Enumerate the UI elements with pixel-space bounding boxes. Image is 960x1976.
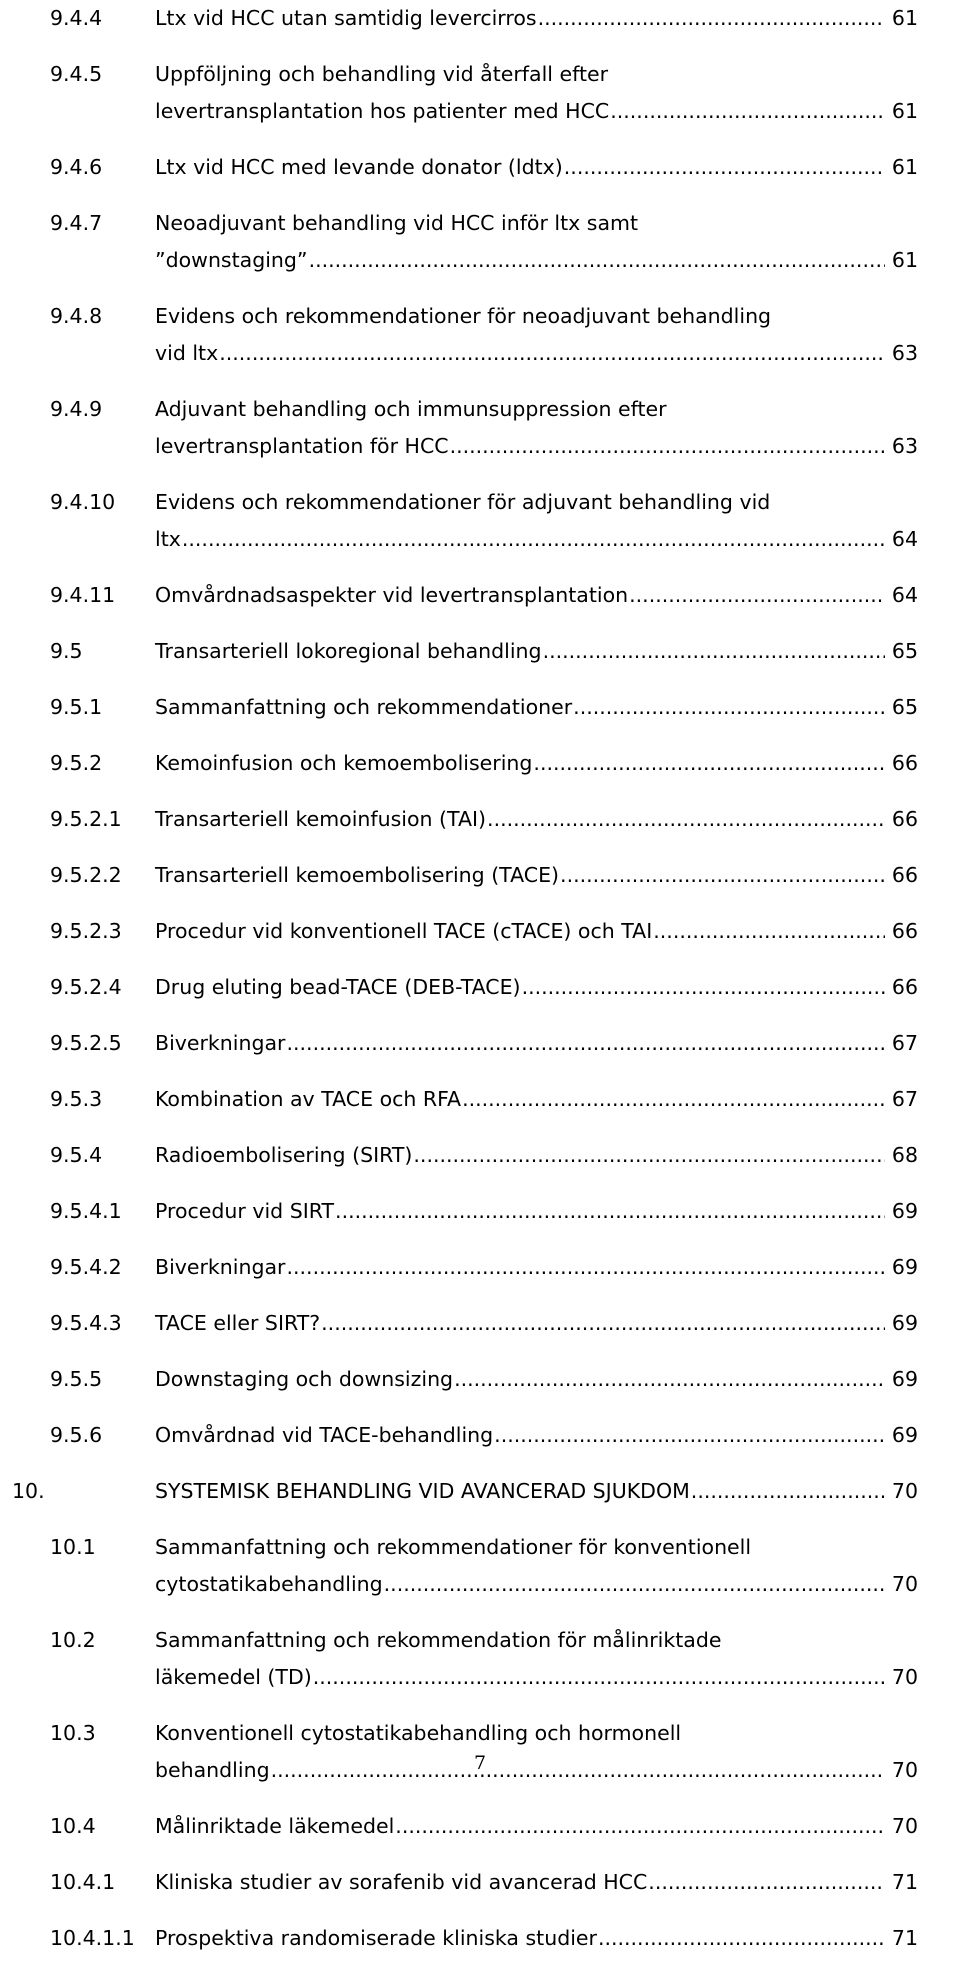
toc-entry-page: 63: [891, 434, 918, 458]
toc-entry-title-line: Sammanfattning och rekommendationer för konventionell: [155, 1535, 752, 1559]
toc-entry-title-line: Omvårdnad vid TACE-behandling: [155, 1423, 494, 1447]
toc-entry-title-line: Målinriktade läkemedel: [155, 1814, 395, 1838]
toc-entry-title-line: Prospektiva randomiserade kliniska studier: [155, 1926, 597, 1950]
toc-entry-title-line: Biverkningar: [155, 1255, 286, 1279]
toc-entry[interactable]: [12, 745, 918, 782]
toc-entry-page: 69: [891, 1423, 918, 1447]
toc-entry[interactable]: [12, 205, 918, 279]
toc-entry-number: 9.5.4: [50, 1143, 103, 1167]
page-number: 7: [473, 1752, 487, 1774]
toc-dot-leader: [219, 335, 885, 372]
toc-entry[interactable]: [12, 969, 918, 1006]
toc-entry-title: [155, 1025, 918, 1062]
toc-entry-title: [155, 1622, 918, 1696]
toc-entry[interactable]: [12, 801, 918, 838]
toc-entry[interactable]: [12, 0, 918, 37]
toc-entry-number: 9.5.2.4: [50, 975, 122, 999]
toc-dot-leader: [560, 857, 885, 894]
toc-entry-number: 9.4.8: [50, 304, 103, 328]
toc-entry-title: [155, 0, 918, 37]
toc-entry-title-line: Transarteriell kemoembolisering (TACE): [155, 863, 560, 887]
toc-entry[interactable]: [12, 56, 918, 130]
toc-entry-number: 9.5.2.1: [50, 807, 122, 831]
toc-entry-number: 10.: [12, 1479, 45, 1503]
toc-entry-title-line: Evidens och rekommendationer för adjuvant behandling vid: [155, 490, 771, 514]
toc-entry[interactable]: [12, 1473, 918, 1510]
toc-entry-title: [155, 1137, 918, 1174]
toc-entry[interactable]: [12, 298, 918, 372]
toc-dot-leader: [309, 242, 885, 279]
toc-entry[interactable]: [12, 1361, 918, 1398]
toc-entry-number: 9.5.4.3: [50, 1311, 122, 1335]
toc-entry-title-line: SYSTEMISK BEHANDLING VID AVANCERAD SJUKDOM: [155, 1479, 690, 1503]
toc-entry-title-line: TACE eller SIRT?: [155, 1311, 321, 1335]
toc-entry-title-line: Ltx vid HCC utan samtidig levercirros: [155, 6, 537, 30]
toc-entry-number: 10.1: [50, 1535, 96, 1559]
toc-entry-title: [155, 1361, 918, 1398]
toc-entry-page: 71: [891, 1870, 918, 1894]
toc-dot-leader: [287, 1249, 886, 1286]
toc-dot-leader: [462, 1081, 885, 1118]
toc-entry-title: [155, 1305, 918, 1342]
toc-entry-title: [155, 1529, 918, 1603]
toc-entry[interactable]: [12, 1417, 918, 1454]
toc-entry-title: [155, 689, 918, 726]
toc-entry-number: 9.4.11: [50, 583, 116, 607]
toc-entry-title-line: Procedur vid konventionell TACE (cTACE) och TAI: [155, 919, 653, 943]
toc-entry-page: 69: [891, 1311, 918, 1335]
toc-dot-leader: [454, 1361, 885, 1398]
toc-entry-page: 70: [891, 1572, 918, 1596]
toc-dot-leader: [653, 913, 885, 950]
toc-entry[interactable]: [12, 1529, 918, 1603]
toc-entry[interactable]: [12, 1025, 918, 1062]
toc-entry[interactable]: [12, 391, 918, 465]
toc-entry-page: 71: [891, 1926, 918, 1950]
toc-entry-title: [155, 484, 918, 558]
toc-entry-title-line: Adjuvant behandling och immunsuppression efter: [155, 397, 667, 421]
toc-entry-title-line: Uppföljning och behandling vid återfall efter: [155, 62, 609, 86]
table-of-contents: [12, 0, 918, 1976]
toc-entry-page: 65: [891, 695, 918, 719]
toc-dot-leader: [287, 1025, 886, 1062]
toc-entry-title-line: Kombination av TACE och RFA: [155, 1087, 462, 1111]
toc-entry-page: 65: [891, 639, 918, 663]
toc-entry-title: [155, 56, 918, 130]
toc-entry-number: 9.5.2.3: [50, 919, 122, 943]
toc-entry-page: 70: [891, 1814, 918, 1838]
toc-entry-number: 9.5.2.2: [50, 863, 122, 887]
toc-entry-page: 70: [891, 1758, 918, 1782]
toc-entry-number: 10.4: [50, 1814, 96, 1838]
toc-entry-page: 68: [891, 1143, 918, 1167]
toc-entry-title: [155, 205, 918, 279]
toc-entry-title-line: Radioembolisering (SIRT): [155, 1143, 413, 1167]
toc-entry-title: [155, 969, 918, 1006]
toc-entry-title: [155, 1193, 918, 1230]
toc-entry-title-line: Kemoinfusion och kemoembolisering: [155, 751, 533, 775]
toc-entry-title-line: Konventionell cytostatikabehandling och hormonell: [155, 1721, 682, 1745]
toc-dot-leader: [450, 428, 885, 465]
toc-entry-title: [155, 633, 918, 670]
toc-entry-title: [155, 1249, 918, 1286]
toc-entry-number: 9.5.4.2: [50, 1255, 122, 1279]
toc-dot-leader: [564, 149, 885, 186]
toc-entry-title-line: Ltx vid HCC med levande donator (ldtx): [155, 155, 563, 179]
toc-entry-title: [155, 1808, 918, 1845]
toc-entry-title-line: Transarteriell lokoregional behandling: [155, 639, 542, 663]
toc-entry-title-line: vid ltx: [155, 341, 219, 365]
toc-entry-number: 9.4.10: [50, 490, 116, 514]
toc-entry[interactable]: [12, 1193, 918, 1230]
toc-entry-number: 9.4.9: [50, 397, 103, 421]
toc-entry[interactable]: [12, 1864, 918, 1901]
toc-entry-page: 70: [891, 1479, 918, 1503]
toc-entry-number: 9.4.6: [50, 155, 103, 179]
toc-dot-leader: [335, 1193, 885, 1230]
toc-entry-title: [155, 391, 918, 465]
toc-entry-title-line: ”downstaging”: [155, 248, 308, 272]
toc-entry-page: 69: [891, 1199, 918, 1223]
toc-dot-leader: [182, 521, 885, 558]
toc-dot-leader: [494, 1417, 885, 1454]
toc-entry-number: 10.2: [50, 1628, 96, 1652]
toc-entry[interactable]: [12, 857, 918, 894]
toc-entry-page: 67: [891, 1031, 918, 1055]
toc-entry-page: 66: [891, 863, 918, 887]
toc-entry[interactable]: [12, 1249, 918, 1286]
toc-entry[interactable]: [12, 1081, 918, 1118]
toc-entry-title: [155, 1081, 918, 1118]
toc-entry-page: 69: [891, 1367, 918, 1391]
toc-entry[interactable]: [12, 913, 918, 950]
toc-entry-page: 63: [891, 341, 918, 365]
toc-entry-title-line: läkemedel (TD): [155, 1665, 312, 1689]
toc-dot-leader: [384, 1566, 885, 1603]
toc-entry-title-line: levertransplantation hos patienter med HCC: [155, 99, 610, 123]
toc-entry-title: [155, 1920, 918, 1957]
toc-dot-leader: [522, 969, 885, 1006]
toc-entry-title: [155, 801, 918, 838]
toc-entry-title-line: behandling: [155, 1758, 270, 1782]
toc-entry-page: 66: [891, 919, 918, 943]
toc-entry-number: 9.4.4: [50, 6, 103, 30]
toc-dot-leader: [538, 0, 885, 37]
toc-entry-title-line: Kliniska studier av sorafenib vid avancerad HCC: [155, 1870, 648, 1894]
toc-entry-page: 67: [891, 1087, 918, 1111]
toc-entry-page: 69: [891, 1255, 918, 1279]
toc-entry-title-line: levertransplantation för HCC: [155, 434, 449, 458]
toc-entry-title: [155, 1864, 918, 1901]
toc-entry-number: 10.4.1: [50, 1870, 116, 1894]
toc-entry-number: 9.5: [50, 639, 83, 663]
toc-entry-title: [155, 913, 918, 950]
toc-entry-page: 66: [891, 807, 918, 831]
toc-entry-page: 64: [891, 583, 918, 607]
toc-dot-leader: [691, 1473, 885, 1510]
toc-entry-number: 10.4.1.1: [50, 1926, 135, 1950]
toc-entry-title-line: Transarteriell kemoinfusion (TAI): [155, 807, 487, 831]
toc-entry-number: 9.4.5: [50, 62, 103, 86]
toc-entry[interactable]: [12, 1305, 918, 1342]
toc-entry-title-line: Drug eluting bead-TACE (DEB-TACE): [155, 975, 521, 999]
toc-entry-title: [155, 857, 918, 894]
toc-entry-number: 9.5.3: [50, 1087, 103, 1111]
toc-dot-leader: [487, 801, 885, 838]
toc-entry-number: 9.5.4.1: [50, 1199, 122, 1223]
toc-dot-leader: [598, 1920, 885, 1957]
toc-entry-title: [155, 745, 918, 782]
toc-entry-page: 61: [891, 99, 918, 123]
toc-entry[interactable]: [12, 484, 918, 558]
toc-entry-title-line: Biverkningar: [155, 1031, 286, 1055]
toc-dot-leader: [395, 1808, 885, 1845]
toc-entry-title-line: Sammanfattning och rekommendation för målinriktade: [155, 1628, 722, 1652]
toc-entry[interactable]: [12, 633, 918, 670]
toc-dot-leader: [413, 1137, 885, 1174]
toc-dot-leader: [610, 93, 885, 130]
toc-entry-title-line: Downstaging och downsizing: [155, 1367, 454, 1391]
toc-entry-number: 9.4.7: [50, 211, 103, 235]
toc-entry-title: [155, 577, 918, 614]
toc-dot-leader: [629, 577, 885, 614]
toc-entry[interactable]: [12, 1622, 918, 1696]
toc-entry-title-line: Evidens och rekommendationer för neoadjuvant behandling: [155, 304, 772, 328]
toc-entry-number: 9.5.2.5: [50, 1031, 122, 1055]
toc-entry-title: [155, 149, 918, 186]
toc-entry[interactable]: [12, 149, 918, 186]
toc-entry-title-line: Procedur vid SIRT: [155, 1199, 335, 1223]
toc-entry-page: 61: [891, 6, 918, 30]
toc-entry-title: [155, 1417, 918, 1454]
toc-entry-title-line: Neoadjuvant behandling vid HCC inför ltx samt: [155, 211, 639, 235]
toc-dot-leader: [543, 633, 885, 670]
toc-entry-number: 9.5.1: [50, 695, 103, 719]
toc-entry-page: 70: [891, 1665, 918, 1689]
toc-entry[interactable]: [12, 1808, 918, 1845]
toc-entry-number: 9.5.6: [50, 1423, 103, 1447]
toc-entry[interactable]: [12, 689, 918, 726]
toc-entry[interactable]: [12, 1920, 918, 1957]
toc-entry[interactable]: [12, 577, 918, 614]
toc-entry-number: 10.3: [50, 1721, 96, 1745]
toc-entry[interactable]: [12, 1137, 918, 1174]
toc-entry-page: 61: [891, 155, 918, 179]
toc-entry-title-line: Omvårdnadsaspekter vid levertransplantation: [155, 583, 629, 607]
toc-dot-leader: [573, 689, 885, 726]
toc-entry-title-line: Sammanfattning och rekommendationer: [155, 695, 573, 719]
toc-entry-title: [155, 1473, 918, 1510]
toc-dot-leader: [313, 1659, 885, 1696]
toc-entry-title-line: ltx: [155, 527, 181, 551]
toc-entry-number: 9.5.2: [50, 751, 103, 775]
toc-entry-page: 64: [891, 527, 918, 551]
toc-entry-page: 66: [891, 751, 918, 775]
toc-entry-number: 9.5.5: [50, 1367, 103, 1391]
toc-entry-title: [155, 298, 918, 372]
toc-entry-page: 66: [891, 975, 918, 999]
toc-entry-page: 61: [891, 248, 918, 272]
toc-dot-leader: [648, 1864, 885, 1901]
toc-entry-title-line: cytostatikabehandling: [155, 1572, 383, 1596]
toc-dot-leader: [321, 1305, 885, 1342]
toc-dot-leader: [533, 745, 885, 782]
